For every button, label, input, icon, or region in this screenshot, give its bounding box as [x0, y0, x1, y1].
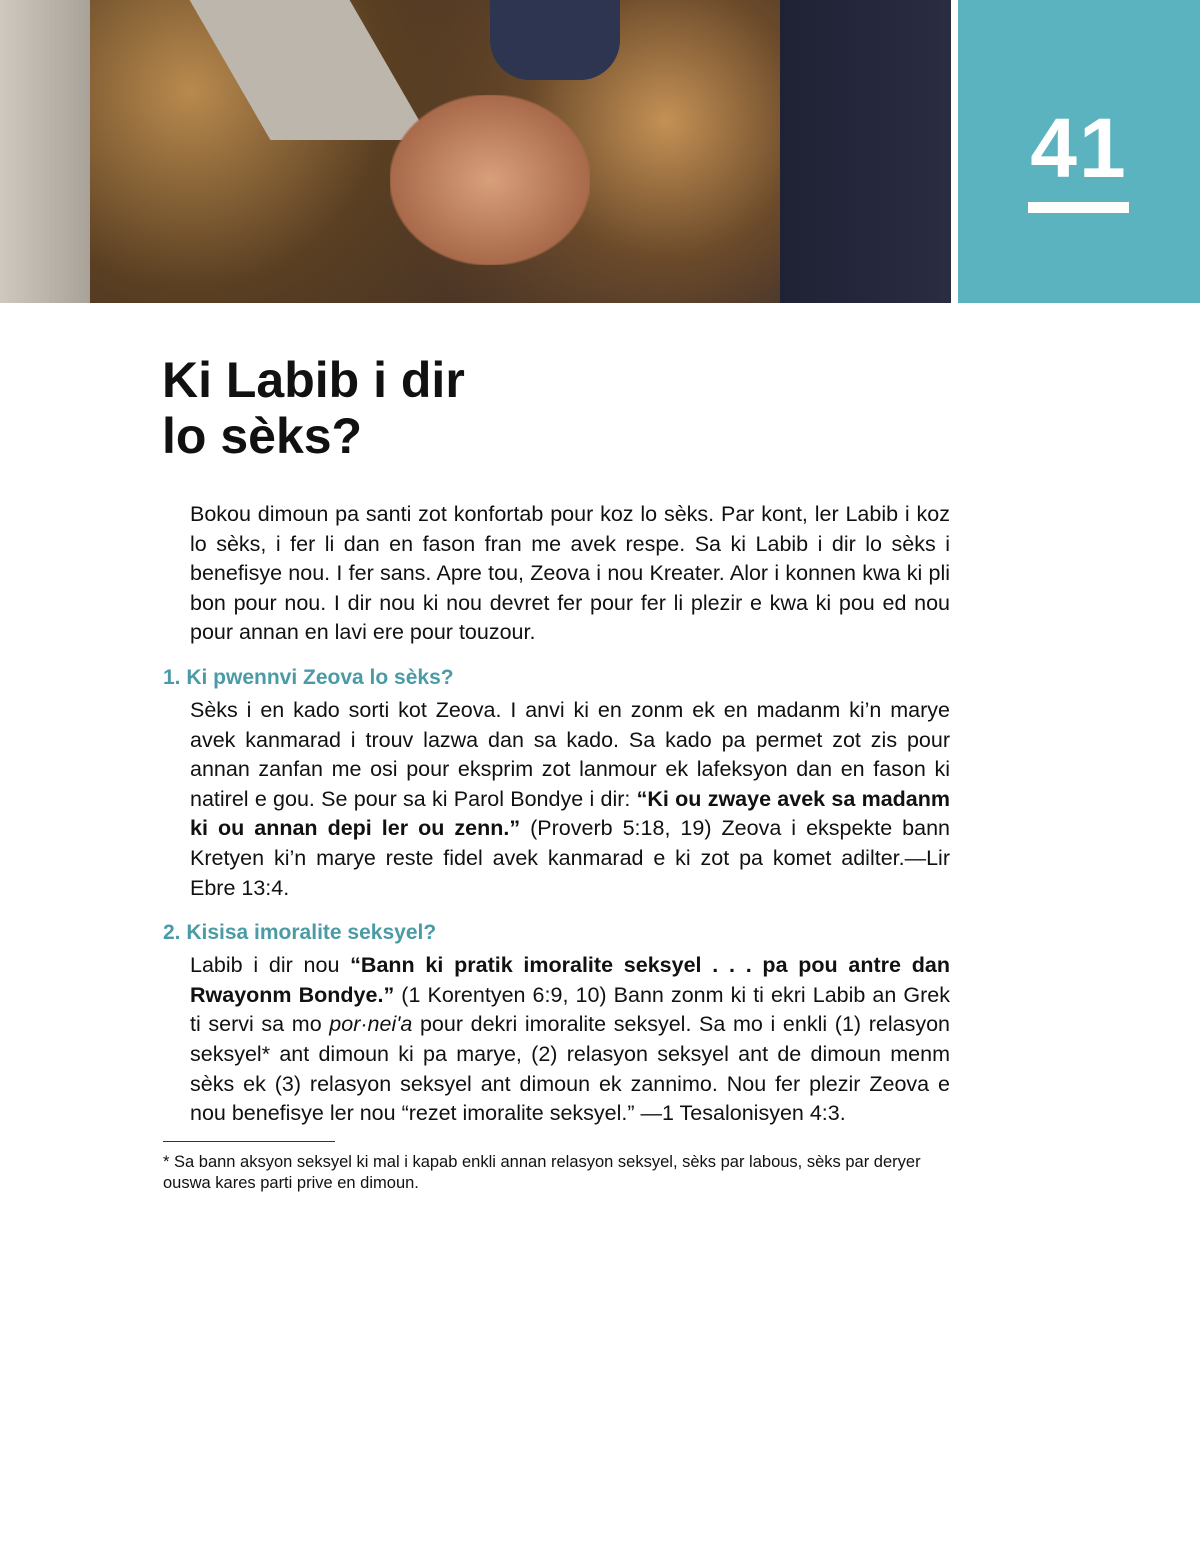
lesson-number-underline: [1028, 202, 1129, 213]
text-segment: pour dekri imoralite seksyel. Sa mo i enkli (1) relasyon seksyel* ant dimoun ki pa marye, (2) relasyon seksyel ant de dimoun menm sèks ek (3) relasyon seksyel ant dimoun ek zannimo. Nou fer plezir Zeova e nou benefisye ler nou “rezet imoralite seksyel.” —1 Tesalonisyen 4:3.: [190, 1012, 950, 1126]
hero-photo-holding-hands: [0, 0, 951, 303]
text-segment: (1 Korentyen 6:9, 10) Bann zonm ki ti ekri Labib an Grek ti servi sa mo: [190, 982, 951, 1037]
lesson-number: 41: [1030, 101, 1128, 195]
text-segment: Sèks i en kado sorti kot Zeova. I anvi ki en zonm ek en madanm ki’n marye avek kanmarad i trouv lazwa dan sa kado. Sa kado pa permet zot zis pour annan zanfan me osi pour eksprim zot lanmour ek lafeksyon dan en fason ki natirel e gou. Se pour sa ki Parol Bondye i dir:: [190, 697, 950, 811]
text-segment: Labib i dir nou: [190, 953, 351, 978]
text-segment: (Proverb 5:18, 19) Zeova i ekspekte bann Kretyen ki’n marye reste fidel avek kanmarad e ki zot pa komet adilter.—Lir Ebre 13:4.: [190, 816, 951, 900]
scripture-quote: “Bann ki pratik imoralite seksyel . . . pa pou antre dan Rwayonm Bondye.”: [190, 953, 950, 1007]
question-heading: 1. Ki pwennvi Zeova lo sèks?: [163, 665, 454, 689]
answer-paragraph: [190, 696, 950, 903]
lesson-number-badge: [958, 0, 1200, 303]
page-title: Ki Labib i dir lo sèks?: [162, 352, 465, 464]
greek-term: por·neiʹa: [329, 1012, 413, 1037]
text-segment: Bokou dimoun pa santi zot konfortab pour koz lo sèks. Par kont, ler Labib i koz lo sèks, i fer li dan en fason fran me avek respe. Sa ki Labib i dir lo sèks i benefisye nou. I fer sans. Apre tou, Zeova i nou Kreater. Alor i konnen kwa ki pli bon pour nou. I dir nou ki nou devret fer pour fer li plezir e kwa ki pou ed nou pour annan en lavi ere pour touzour.: [190, 502, 950, 645]
scripture-quote: “Ki ou zwaye avek sa madanm ki ou annan depi ler ou zenn.”: [190, 786, 951, 841]
intro-paragraph: [190, 500, 950, 648]
footnote-divider: [163, 1141, 335, 1142]
question-heading: 2. Kisisa imoralite seksyel?: [163, 921, 437, 945]
footnote: * Sa bann aksyon seksyel ki mal i kapab enkli annan relasyon seksyel, sèks par labous, sèks par deryer ouswa kares parti prive en dimoun.: [163, 1152, 921, 1192]
answer-paragraph: [190, 951, 950, 1129]
lesson-content: [163, 500, 950, 1194]
